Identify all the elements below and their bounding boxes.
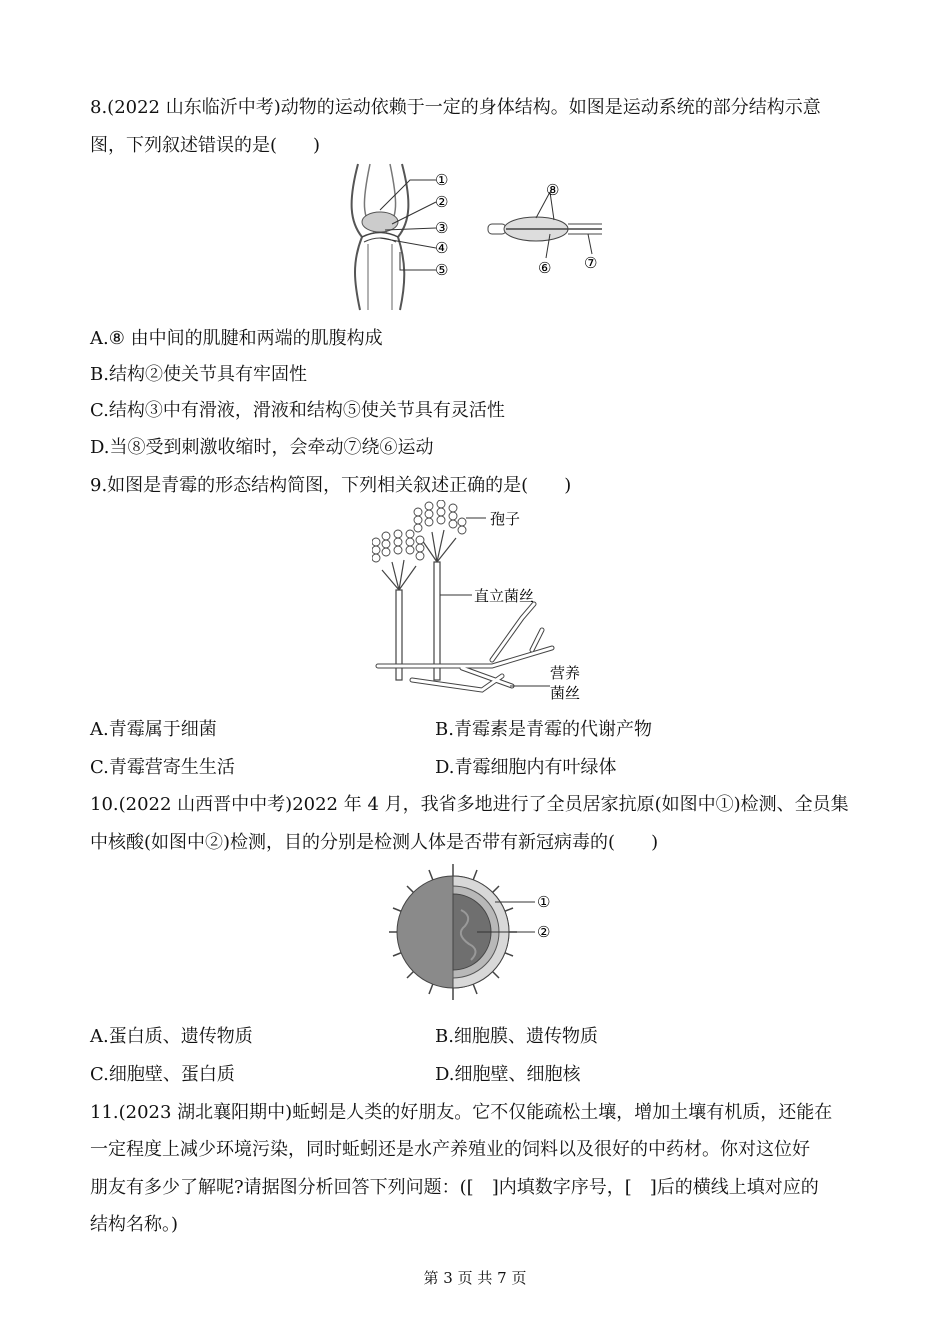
q10-option-a: A.蛋白质、遗传物质 <box>90 1026 253 1047</box>
q8-label-7: ⑦ <box>584 254 598 272</box>
q10-figure <box>385 860 575 1010</box>
q8-label-2: ② <box>435 193 449 211</box>
q10-stem-line2: 中核酸(如图中②)检测，目的分别是检测人体是否带有新冠病毒的( ) <box>90 832 659 853</box>
q9-figure <box>372 500 612 710</box>
q10-option-b: B.细胞膜、遗传物质 <box>435 1026 598 1047</box>
q8-label-3: ③ <box>435 219 449 237</box>
q8-option-d: D.当⑧受到刺激收缩时，会牵动⑦绕⑥运动 <box>90 437 434 458</box>
q8-option-b: B.结构②使关节具有牢固性 <box>90 364 307 385</box>
q11-line1: 11.(2023 湖北襄阳期中)蚯蚓是人类的好朋友。它不仅能疏松土壤，增加土壤有机质，还能在 <box>90 1102 833 1123</box>
q9-label-spore: 孢子 <box>490 510 521 528</box>
q9-label-nutrient-1: 营养 <box>550 664 581 682</box>
q9-stem: 9.如图是青霉的形态结构简图，下列相关叙述正确的是( ) <box>90 475 572 496</box>
q8-label-5: ⑤ <box>435 261 449 279</box>
q8-stem-line2: 图，下列叙述错误的是( ) <box>90 135 321 156</box>
q10-option-c: C.细胞壁、蛋白质 <box>90 1064 235 1085</box>
page-footer: 第 3 页 共 7 页 <box>423 1269 527 1287</box>
q9-label-upright-hyphae: 直立菌丝 <box>474 587 535 605</box>
q10-option-d: D.细胞壁、细胞核 <box>435 1064 581 1085</box>
q8-option-a: A.⑧ 由中间的肌腱和两端的肌腹构成 <box>90 328 383 349</box>
q9-option-c: C.青霉营寄生生活 <box>90 757 235 778</box>
q10-label-2: ② <box>537 923 551 941</box>
q9-option-a: A.青霉属于细菌 <box>90 719 217 740</box>
q8-label-1: ① <box>435 171 449 189</box>
q11-line2: 一定程度上减少环境污染，同时蚯蚓还是水产养殖业的饲料以及很好的中药材。你对这位好 <box>90 1139 810 1160</box>
q9-option-d: D.青霉细胞内有叶绿体 <box>435 757 617 778</box>
q8-label-4: ④ <box>435 239 449 257</box>
q8-label-8: ⑧ <box>546 181 560 199</box>
q9-option-b: B.青霉素是青霉的代谢产物 <box>435 719 652 740</box>
q8-figure <box>340 162 610 312</box>
q10-stem-line1: 10.(2022 山西晋中中考)2022 年 4 月，我省多地进行了全员居家抗原(如图中①)检测、全员集 <box>90 794 849 815</box>
q10-label-1: ① <box>537 893 551 911</box>
q8-stem-line1: 8.(2022 山东临沂中考)动物的运动依赖于一定的身体结构。如图是运动系统的部分结构示意 <box>90 97 821 118</box>
q8-option-c: C.结构③中有滑液，滑液和结构⑤使关节具有灵活性 <box>90 400 505 421</box>
q8-label-6: ⑥ <box>538 259 552 277</box>
q11-line4: 结构名称。) <box>90 1214 179 1235</box>
q11-line3: 朋友有多少了解呢?请据图分析回答下列问题：([ ]内填数字序号，[ ]后的横线上填对应的 <box>90 1177 819 1198</box>
q9-label-nutrient-2: 菌丝 <box>550 684 581 702</box>
